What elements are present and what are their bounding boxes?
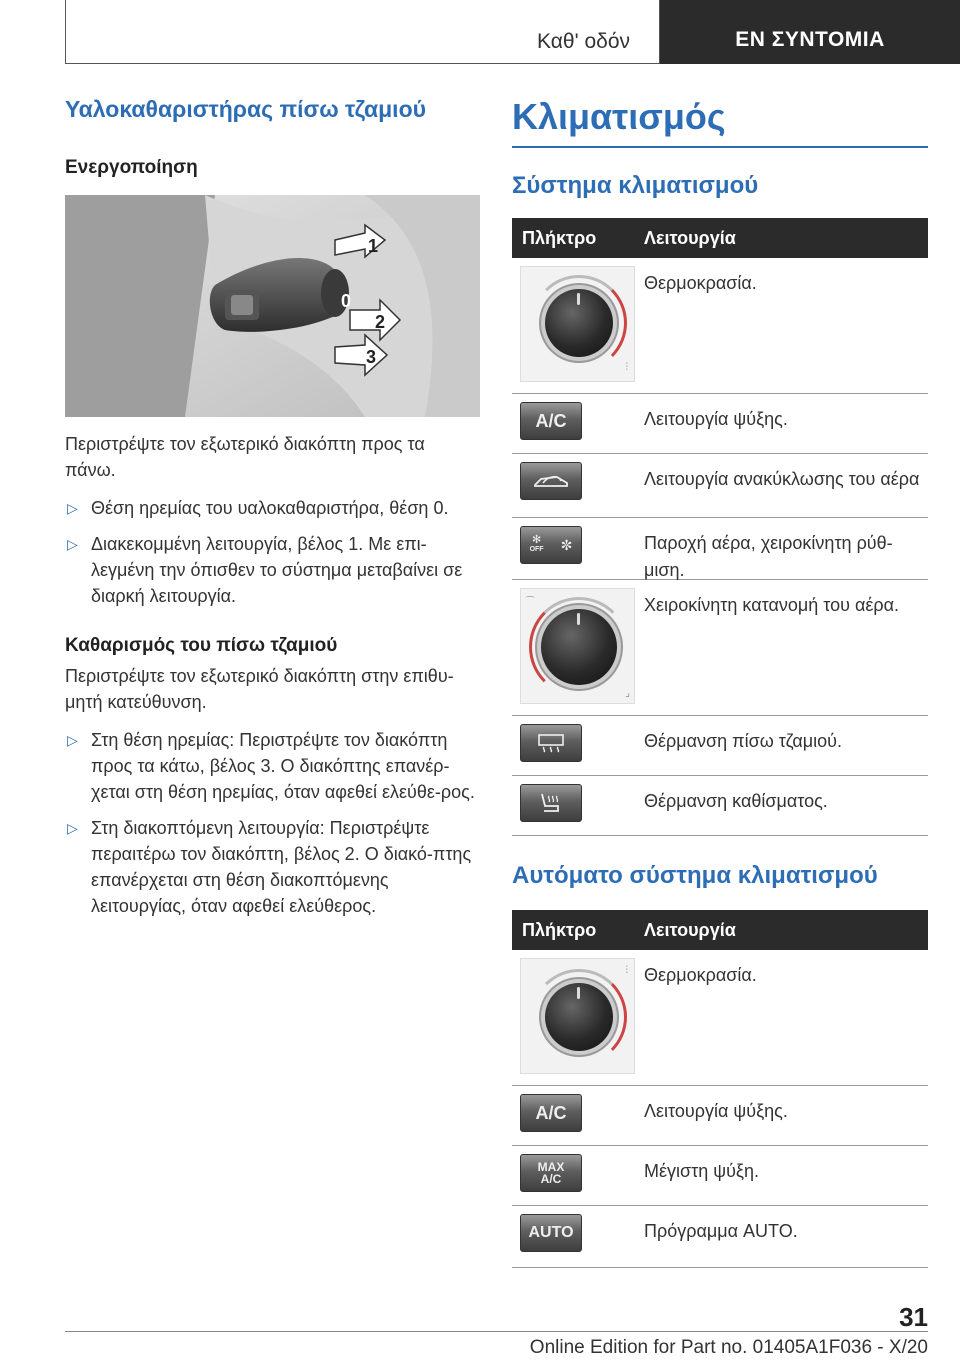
- climate-system-heading: Σύστημα κλιματισμού: [512, 172, 759, 199]
- climate-title: Κλιματισμός: [512, 96, 928, 148]
- auto-climate-heading: Αυτόματο σύστημα κλιματισμού: [512, 862, 878, 889]
- table-row: [512, 580, 928, 716]
- temperature-knob-icon: ⫶: [520, 958, 635, 1074]
- seat-heating-button-icon: [520, 784, 582, 822]
- table-row: [512, 716, 928, 776]
- row-function: Θέρμανση πίσω τζαμιού.: [644, 731, 842, 751]
- row-function: Χειροκίνητη κατανομή του αέρα.: [644, 595, 900, 615]
- table-header: [512, 910, 928, 950]
- bullet-item: [65, 495, 480, 521]
- figure-label-2: 2: [375, 312, 386, 332]
- triangle-bullet-icon: ▷: [67, 820, 78, 836]
- row-function: Παροχή αέρα, χειροκίνητη ρύθ-μιση.: [644, 533, 893, 580]
- footer-divider: [65, 1331, 928, 1332]
- triangle-bullet-icon: ▷: [67, 500, 78, 516]
- page-header: [0, 0, 960, 66]
- cleaning-text: Περιστρέψτε τον εξωτερικό διακόπτη στην επιθυ-μητή κατεύθυνση.: [65, 666, 454, 712]
- auto-button-icon: AUTO: [520, 1214, 582, 1252]
- row-function: Θέρμανση καθίσματος.: [644, 791, 828, 811]
- table-header: [512, 218, 928, 258]
- recirculation-button-icon: [520, 462, 582, 500]
- table-row: [512, 394, 928, 454]
- temperature-knob-icon: ⫶: [520, 266, 635, 382]
- row-function: Λειτουργία ανακύκλωσης του αέρα: [644, 469, 920, 489]
- table-row: [512, 258, 928, 394]
- table-row: [512, 1086, 928, 1146]
- row-function: Λειτουργία ψύξης.: [644, 409, 788, 429]
- rear-defrost-button-icon: [520, 724, 582, 762]
- bullet-item: [65, 815, 480, 919]
- fan-button-icon: ✻ OFF ✼: [520, 526, 582, 564]
- figure-label-0: 0: [341, 291, 352, 311]
- row-function: Θερμοκρασία.: [644, 273, 757, 293]
- header-chapter-box: [660, 0, 960, 64]
- table-row: [512, 1146, 928, 1206]
- table-row: [512, 776, 928, 836]
- right-column: [512, 96, 928, 1268]
- bullet-text: Στη θέση ηρεμίας: Περιστρέψτε τον διακόπτη προς τα κάτω, βέλος 3. Ο διακόπτης επανέρ-χεται στη θέση ηρεμίας, όταν αφεθεί ελεύθε-ρος.: [91, 730, 475, 802]
- activation-heading: Ενεργοποίηση: [65, 157, 198, 178]
- row-function: Μέγιστη ψύξη.: [644, 1161, 759, 1181]
- ac-button-icon: A/C: [520, 402, 582, 440]
- row-function: Θερμοκρασία.: [644, 965, 757, 985]
- triangle-bullet-icon: ▷: [67, 732, 78, 748]
- figure-label-1: 1: [368, 236, 379, 256]
- bullet-text: Θέση ηρεμίας του υαλοκαθαριστήρα, θέση 0.: [91, 498, 449, 518]
- intro-text: Περιστρέψτε τον εξωτερικό διακόπτη προς τα πάνω.: [65, 434, 425, 480]
- wiper-stalk-illustration: [65, 195, 480, 417]
- table-row: [512, 518, 928, 580]
- bullet-text: Στη διακοπτόμενη λειτουργία: Περιστρέψτε περαιτέρω τον διακόπτη, βέλος 2. Ο διακό-πτης επανέρχεται στη θέση διακοπτόμενης λειτουργίας, όταν αφεθεί ελεύθερος.: [91, 818, 472, 916]
- air-distribution-knob-icon: ⌒ ⌟: [520, 588, 635, 704]
- table-row: [512, 454, 928, 518]
- bullet-text: Διακεκομμένη λειτουργία, βέλος 1. Με επι-λεγμένη την όπισθεν το σύστημα μεταβαίνει σε διαρκή λειτουργία.: [91, 534, 463, 606]
- climate-table: [512, 218, 928, 836]
- triangle-bullet-icon: ▷: [67, 536, 78, 552]
- ac-button-icon: A/C: [520, 1094, 582, 1132]
- wiper-stalk-photo: [65, 195, 480, 417]
- col-key-header: Πλήκτρο: [522, 227, 597, 248]
- auto-climate-table: [512, 910, 928, 1268]
- max-ac-button-icon: MAX A/C: [520, 1154, 582, 1192]
- table-row: [512, 1206, 928, 1268]
- header-section-title: Καθ' οδόν: [537, 30, 630, 53]
- footer-edition: Online Edition for Part no. 01405A1F036 - X/20: [529, 1337, 928, 1358]
- left-column: [65, 96, 480, 919]
- cleaning-heading: Καθαρισμός του πίσω τζαμιού: [65, 635, 338, 656]
- row-function: Πρόγραμμα AUTO.: [644, 1221, 798, 1241]
- bullet-item: [65, 531, 480, 609]
- page-number: 31: [899, 1302, 928, 1332]
- col-key-header: Πλήκτρο: [522, 919, 597, 940]
- row-function: Λειτουργία ψύξης.: [644, 1101, 788, 1121]
- rear-wiper-title: Υαλοκαθαριστήρας πίσω τζαμιού: [65, 96, 427, 122]
- bullet-item: [65, 727, 480, 805]
- table-row: [512, 950, 928, 1086]
- header-chapter-title: ΕΝ ΣΥΝΤΟΜΙΑ: [735, 28, 885, 51]
- col-function-header: Λειτουργία: [644, 919, 736, 940]
- figure-label-3: 3: [366, 347, 377, 367]
- col-function-header: Λειτουργία: [644, 227, 736, 248]
